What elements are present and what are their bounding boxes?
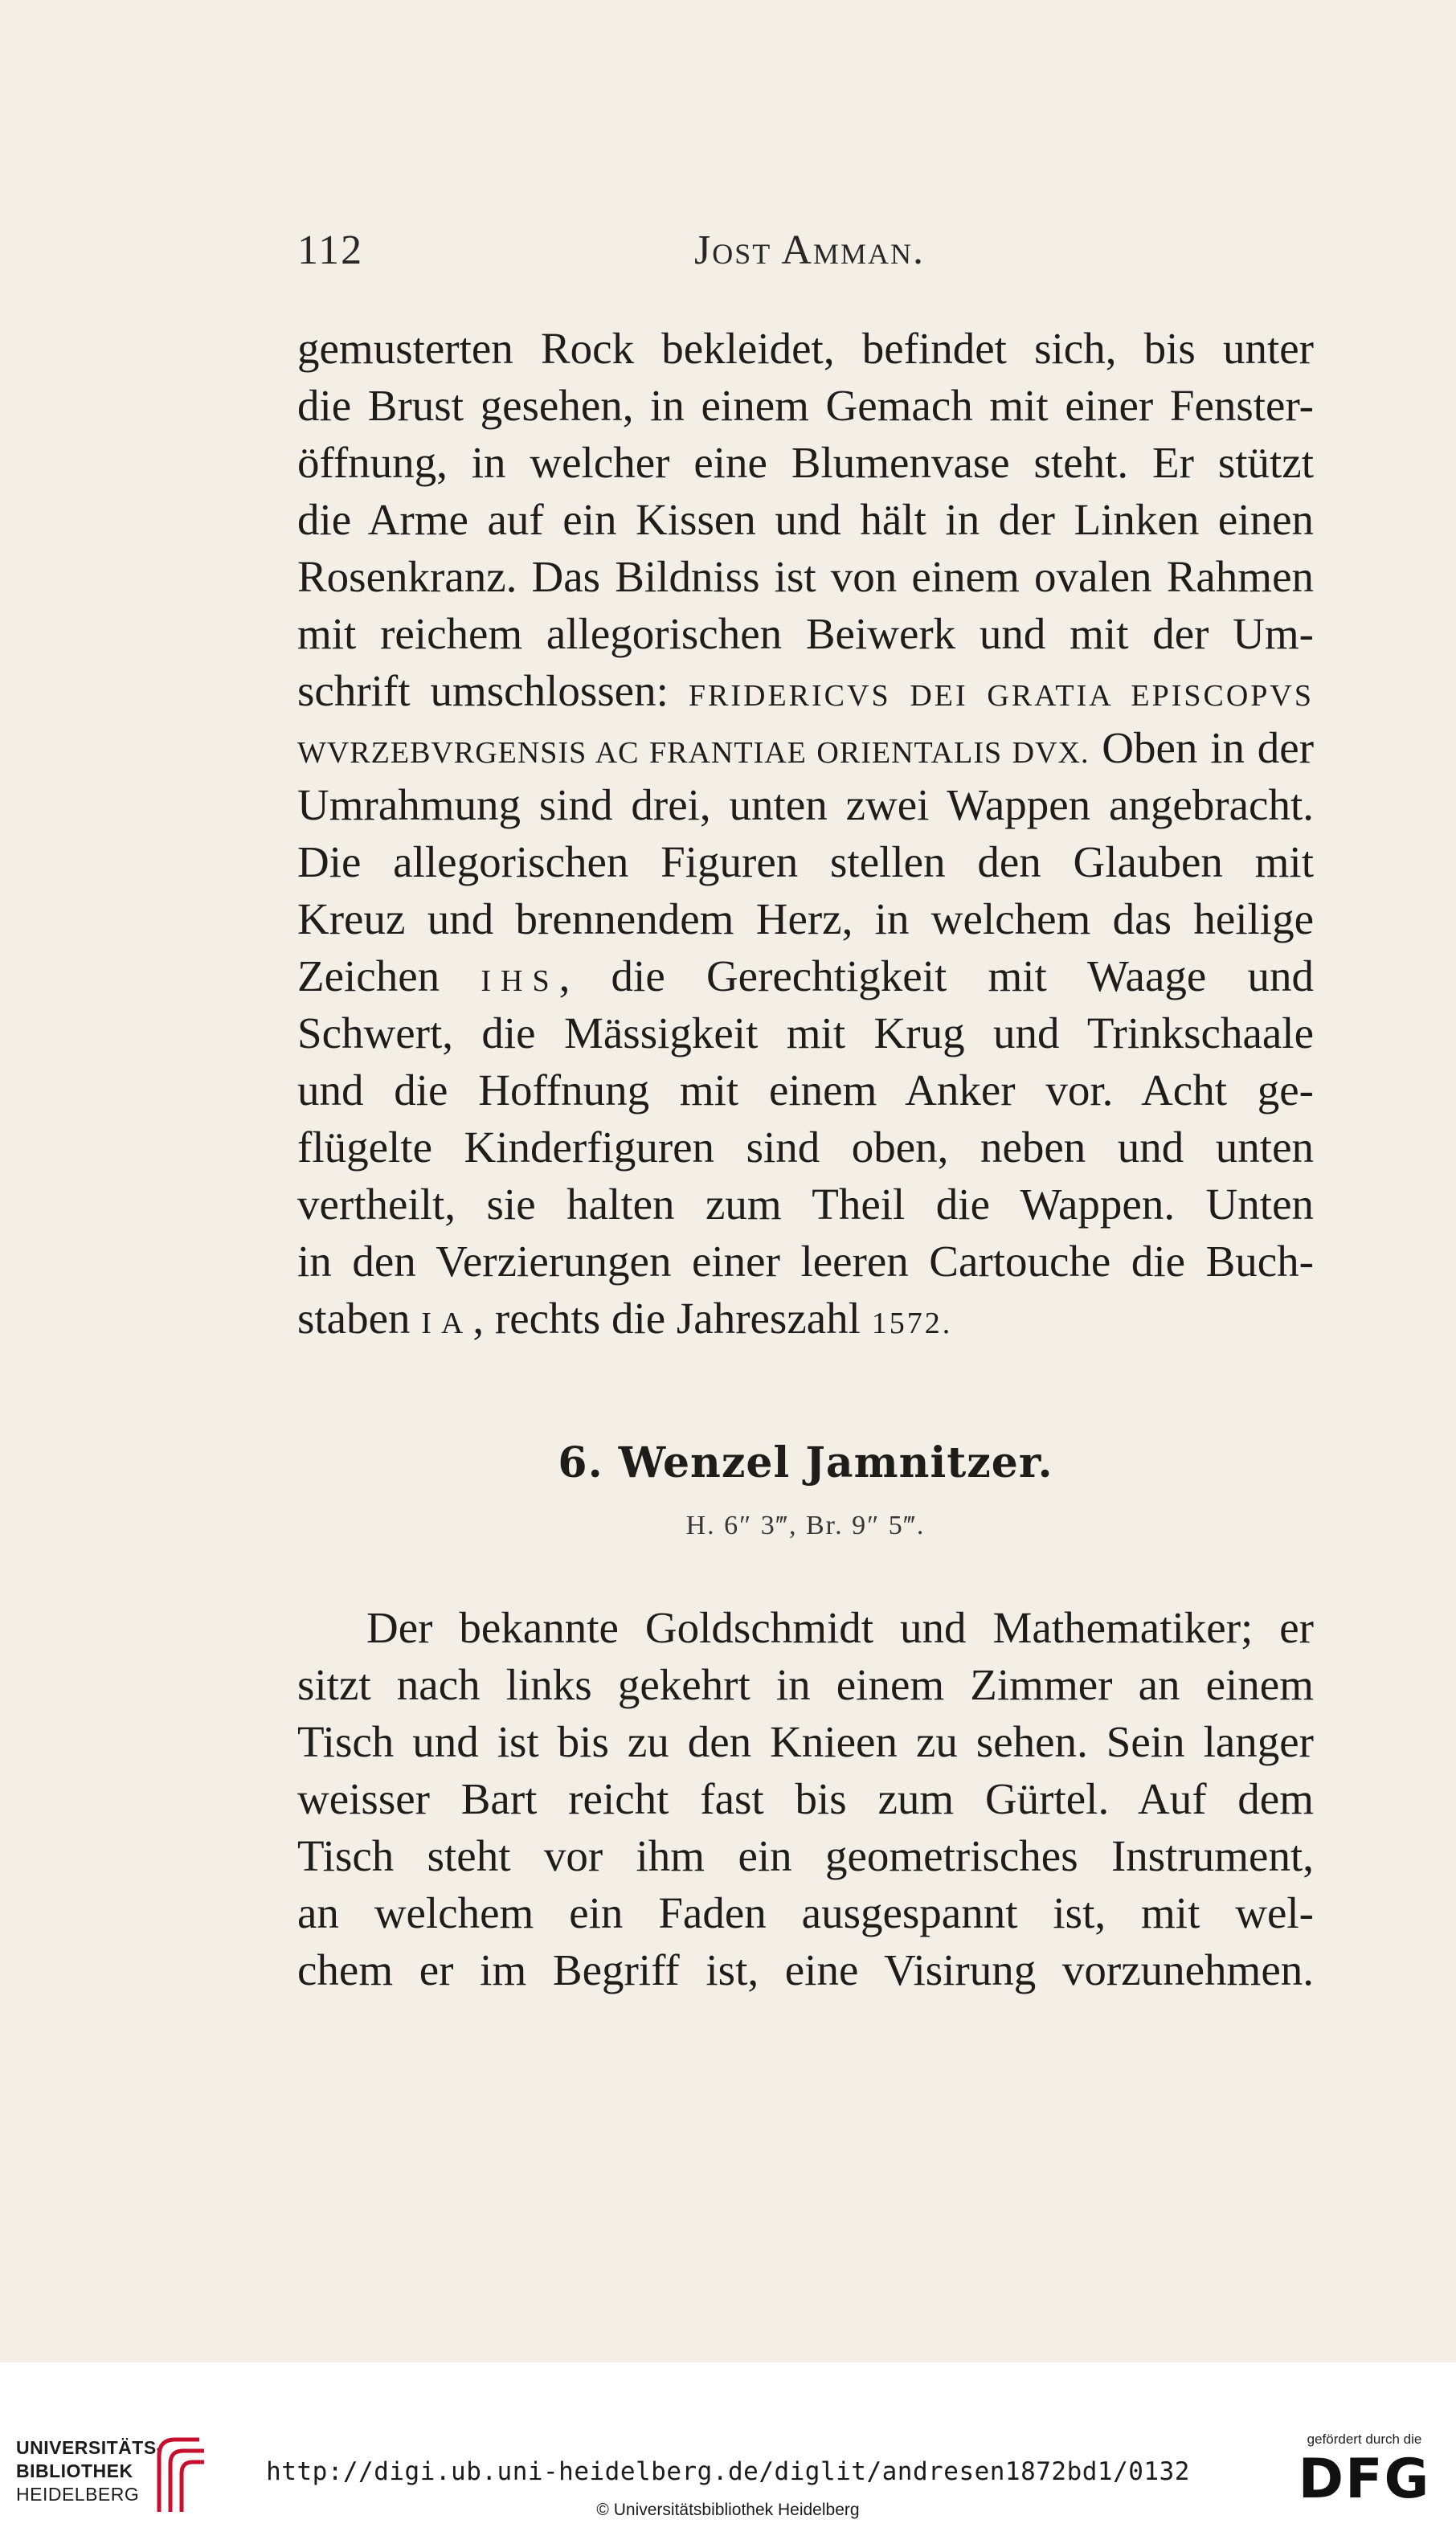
text-line: die Arme auf ein Kissen und hält in der Linken einen — [297, 495, 1314, 544]
dfg-wordmark: DFG — [1298, 2448, 1431, 2511]
text-line: chem er im Begriff ist, eine Visirung vorzunehmen. — [297, 1945, 1314, 1994]
text-line: flügelte Kinderfiguren sind oben, neben und unten — [297, 1123, 1314, 1172]
text-line: mit reichem allegorischen Beiwerk und mit der Um- — [297, 609, 1314, 658]
line-text: , rechts die Jahreszahl — [472, 1294, 861, 1343]
text-line: Umrahmung sind drei, unten zwei Wappen angebracht. — [297, 780, 1314, 829]
text-line: gemusterten Rock bekleidet, befindet sich, bis unter — [297, 324, 1314, 373]
text-line: in den Verzierungen einer leeren Cartouche die Buch- — [297, 1237, 1314, 1286]
text-line: Tisch steht vor ihm ein geometrisches Instrument, — [297, 1831, 1314, 1880]
inscription-text: WVRZEBVRGENSIS AC FRANTIAE ORIENTALIS DVX. — [297, 736, 1090, 770]
library-name-line: BIBLIOTHEK — [16, 2460, 133, 2481]
text-line: und die Hoffnung mit einem Anker vor. Acht ge- — [297, 1065, 1314, 1115]
dfg-logo[interactable] — [1292, 2432, 1437, 2524]
page-number: 112 — [297, 227, 364, 273]
inscription-text: FRIDERICVS DEI GRATIA EPISCOPVS — [688, 679, 1315, 713]
text-line — [297, 1290, 1314, 1347]
text-line: öffnung, in welcher eine Blumenvase steht. Er stützt — [297, 438, 1314, 487]
section-heading: 6. Wenzel Jamnitzer. — [558, 1438, 1053, 1487]
funder-note: gefördert durch die — [1307, 2432, 1422, 2447]
line-text: schrift umschlossen: — [297, 666, 669, 715]
line-text: , die Gerechtigkeit mit Waage und — [558, 951, 1314, 1000]
dimensions-line: H. 6″ 3‴, Br. 9″ 5‴. — [685, 1511, 926, 1540]
monogram-text: IHS — [481, 964, 559, 998]
text-line: die Brust gesehen, in einem Gemach mit einer Fenster- — [297, 381, 1314, 430]
text-line — [297, 719, 1314, 776]
text-line — [297, 947, 1314, 1004]
paragraph-1 — [297, 320, 1314, 1347]
page-header — [291, 227, 1319, 283]
line-text: staben — [297, 1294, 411, 1343]
text-line: weisser Bart reicht fast bis zum Gürtel. Auf dem — [297, 1774, 1314, 1823]
text-line — [297, 662, 1314, 719]
text-line: Rosenkranz. Das Bildniss ist von einem ovalen Rahmen — [297, 552, 1314, 601]
monogram-text: IA — [421, 1307, 473, 1340]
paragraph-2 — [297, 1599, 1314, 1998]
text-line: Tisch und ist bis zu den Knieen zu sehen. Sein langer — [297, 1717, 1314, 1766]
digitization-footer — [0, 2362, 1456, 2540]
text-line: Die allegorischen Figuren stellen den Glauben mit — [297, 837, 1314, 886]
line-text: Zeichen — [297, 951, 440, 1000]
library-name-line: UNIVERSITÄTS- — [16, 2437, 163, 2458]
line-text: Oben in der — [1102, 723, 1315, 772]
source-url-link[interactable]: http://digi.ub.uni-heidelberg.de/diglit/andresen1872bd1/0132 — [266, 2457, 1190, 2486]
text-line: Der bekannte Goldschmidt und Mathematiker; er — [366, 1603, 1314, 1652]
running-title: Jost Amman. — [694, 227, 925, 273]
text-line: vertheilt, sie halten zum Theil die Wappen. Unten — [297, 1180, 1314, 1229]
text-line: Schwert, die Mässigkeit mit Krug und Trinkschaale — [297, 1008, 1314, 1057]
year-text: 1572. — [871, 1307, 953, 1340]
text-line: an welchem ein Faden ausgespannt ist, mit wel- — [297, 1888, 1314, 1937]
copyright-notice: © Universitätsbibliothek Heidelberg — [596, 2501, 860, 2519]
text-line: Kreuz und brennendem Herz, in welchem das heilige — [297, 894, 1314, 943]
library-name-line: HEIDELBERG — [16, 2484, 140, 2505]
text-line: sitzt nach links gekehrt in einem Zimmer an einem — [297, 1660, 1314, 1709]
